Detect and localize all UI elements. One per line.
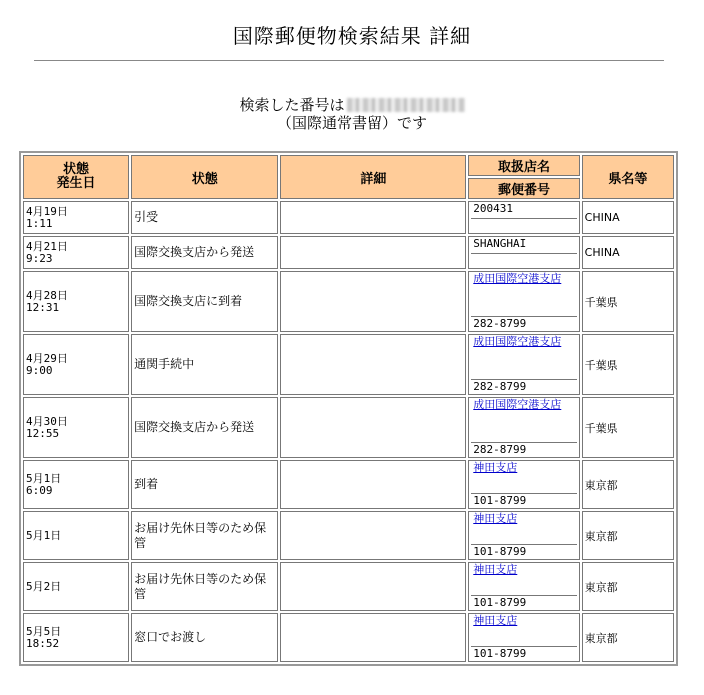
office-name-cell [471,237,576,254]
header-detail: 詳細 [280,155,466,199]
prefecture: 千葉県 [582,397,674,458]
postal-code: 282-8799 [473,443,527,456]
office-name: SHANGHAI [473,237,527,250]
event-date: 4月19日 [26,204,68,218]
event-status: 窓口でお渡し [131,613,278,662]
event-detail [280,562,466,611]
table-row [23,613,674,662]
event-date-cell [23,397,129,458]
event-detail [280,271,466,332]
header-status: 状態 [131,155,278,199]
office-name-cell [471,512,576,545]
search-info [0,96,704,132]
header-date [23,155,129,199]
office-name-cell [471,272,576,317]
office-cell [468,271,579,332]
table-row [23,397,674,458]
table-row [23,460,674,509]
event-time: 6:09 [26,483,53,497]
search-label: 検索した番号は [239,96,345,114]
office-link[interactable]: 成田国際空港支店 [473,272,562,285]
office-cell [468,201,579,234]
office-cell [468,562,579,611]
postal-code: 282-8799 [473,380,527,393]
event-date: 5月2日 [26,579,62,593]
event-date: 4月21日 [26,239,68,253]
prefecture: CHINA [582,236,674,269]
prefecture: CHINA [582,201,674,234]
postal-code [471,254,576,267]
event-detail [280,334,466,395]
prefecture: 東京都 [582,511,674,560]
postal-code: 101-8799 [473,545,527,558]
office-name-cell [471,461,576,494]
mail-type-line: （国際通常書留）です [276,114,427,132]
event-date: 5月1日 [26,471,62,485]
event-date-cell [23,562,129,611]
event-status: お届け先休日等のため保管 [131,562,278,611]
event-date-cell [23,271,129,332]
table-row [23,334,674,395]
event-date-cell [23,201,129,234]
event-date-cell [23,236,129,269]
header-pref: 県名等 [582,155,674,199]
office-name-cell [471,563,576,596]
event-date: 5月5日 [26,624,62,638]
event-date: 4月29日 [26,351,68,365]
office-cell [468,334,579,395]
prefecture: 東京都 [582,562,674,611]
office-cell [468,236,579,269]
office-cell [468,613,579,662]
event-date: 5月1日 [26,528,62,542]
header-office: 取扱店名 [468,155,579,176]
redacted-tracking-number [347,98,465,112]
event-time: 9:23 [26,251,53,265]
header-postal: 郵便番号 [468,178,579,199]
event-detail [280,511,466,560]
header-date-text: 状態 発生日 [56,162,96,191]
event-status: 国際交換支店に到着 [131,271,278,332]
event-status: 国際交換支店から発送 [131,397,278,458]
postal-code: 101-8799 [473,647,527,660]
event-date-cell [23,334,129,395]
event-time: 12:31 [26,300,60,314]
event-date-cell [23,460,129,509]
event-status: 到着 [131,460,278,509]
event-date: 4月28日 [26,288,68,302]
office-name-cell [471,335,576,380]
postal-code: 282-8799 [473,317,527,330]
office-link[interactable]: 成田国際空港支店 [473,398,562,411]
event-status: 国際交換支店から発送 [131,236,278,269]
event-date-cell [23,511,129,560]
event-time: 18:52 [26,636,60,650]
event-time: 1:11 [26,216,53,230]
office-name-cell [471,614,576,647]
event-date-cell [23,613,129,662]
postal-code: 101-8799 [473,494,527,507]
event-detail [280,613,466,662]
office-link[interactable]: 神田支店 [473,461,518,474]
office-name: 200431 [473,202,514,215]
table-row [23,201,674,234]
event-detail [280,460,466,509]
office-name-cell [471,202,576,219]
page-title: 国際郵便物検索結果 詳細 [232,24,472,48]
event-time: 9:00 [26,363,53,377]
tracking-results-table [19,151,678,666]
prefecture: 千葉県 [582,271,674,332]
table-row [23,562,674,611]
office-link[interactable]: 神田支店 [473,563,518,576]
event-status: 通関手続中 [131,334,278,395]
office-name-cell [471,398,576,443]
office-link[interactable]: 成田国際空港支店 [473,335,562,348]
event-status: 引受 [131,201,278,234]
office-cell [468,397,579,458]
office-cell [468,460,579,509]
prefecture: 千葉県 [582,334,674,395]
event-detail [280,201,466,234]
postal-code: 101-8799 [473,596,527,609]
search-number-line [0,96,704,114]
table-row [23,236,674,269]
event-date: 4月30日 [26,414,68,428]
divider [34,60,664,61]
event-detail [280,236,466,269]
event-time: 12:55 [26,426,60,440]
office-link[interactable]: 神田支店 [473,512,518,525]
table-row [23,511,674,560]
prefecture: 東京都 [582,460,674,509]
prefecture: 東京都 [582,613,674,662]
event-detail [280,397,466,458]
table-row [23,271,674,332]
office-link[interactable]: 神田支店 [473,614,518,627]
event-status: お届け先休日等のため保管 [131,511,278,560]
office-cell [468,511,579,560]
postal-code [471,219,576,232]
